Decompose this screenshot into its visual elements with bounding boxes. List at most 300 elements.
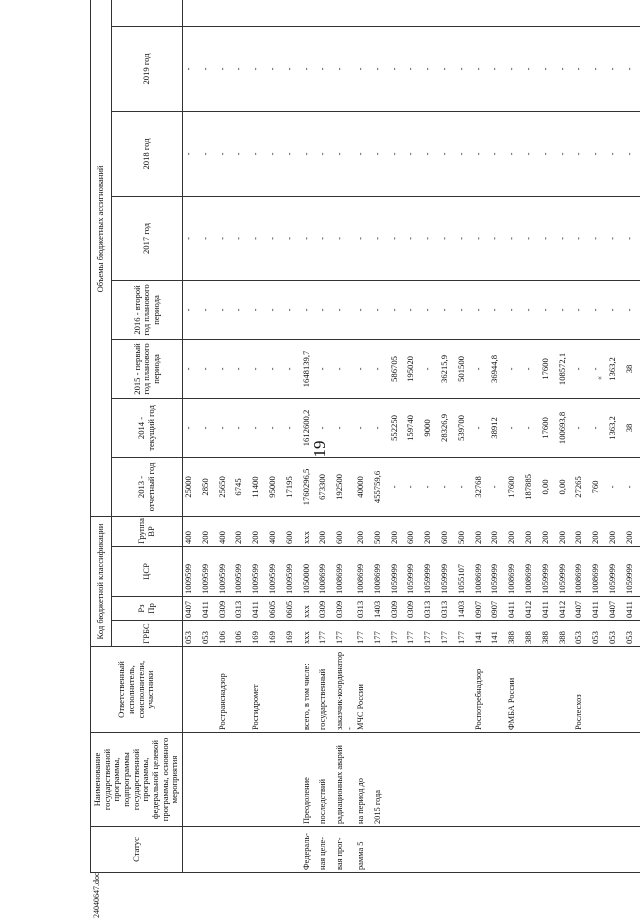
cell-executor: заказчик-координатор -	[334, 647, 355, 733]
cell-amount	[523, 0, 540, 26]
cell-grbs: 169	[284, 621, 301, 647]
cell-grbs: 388	[540, 621, 557, 647]
cell-program-name	[523, 733, 540, 827]
cell-executor	[557, 647, 574, 733]
table-row	[405, 0, 422, 873]
cell-amount: -	[200, 196, 217, 280]
cell-status: ная целе-	[317, 827, 334, 873]
cell-vr: 400	[267, 516, 284, 546]
cell-program-name	[267, 733, 284, 827]
cell-rzpr: 0411	[200, 597, 217, 621]
cell-vr: 200	[607, 516, 624, 546]
cell-amount: -	[250, 196, 267, 280]
cell-status	[284, 827, 301, 873]
cell-csr: 1059999	[439, 547, 456, 597]
cell-rzpr: 0411	[624, 597, 640, 621]
cell-rzpr: 0309	[217, 597, 234, 621]
cell-amount: 1612600,2	[301, 398, 318, 457]
cell-csr: 1059999	[422, 547, 439, 597]
cell-amount: -	[439, 111, 456, 196]
cell-amount: 552250	[389, 398, 406, 457]
cell-executor: Ространснадзор	[217, 647, 234, 733]
cell-amount	[267, 0, 284, 26]
table-row	[217, 0, 234, 873]
cell-amount: -	[389, 280, 406, 339]
table-body	[183, 0, 640, 873]
cell-vr: 200	[506, 516, 523, 546]
cell-amount: -	[267, 280, 284, 339]
margin-mark: «	[595, 368, 605, 388]
table-row	[540, 0, 557, 873]
cell-program-name	[624, 733, 640, 827]
cell-program-name: 2015 года	[372, 733, 389, 827]
cell-amount: 32768	[473, 457, 490, 516]
cell-status	[573, 827, 590, 873]
cell-amount: -	[317, 280, 334, 339]
cell-amount: 40000	[355, 457, 372, 516]
cell-amount: -	[590, 196, 607, 280]
cell-rzpr: 0313	[439, 597, 456, 621]
cell-amount: -	[573, 398, 590, 457]
cell-program-name: на период до	[355, 733, 372, 827]
table-row	[334, 0, 355, 873]
cell-amount: -	[355, 196, 372, 280]
cell-amount: -	[523, 280, 540, 339]
cell-amount: -	[250, 111, 267, 196]
cell-amount	[557, 0, 574, 26]
cell-amount: 539700	[456, 398, 473, 457]
cell-executor	[200, 647, 217, 733]
cell-amount: 17600	[540, 339, 557, 398]
cell-amount: -	[372, 111, 389, 196]
cell-amount: -	[250, 339, 267, 398]
cell-grbs: 053	[183, 621, 200, 647]
cell-grbs: 388	[557, 621, 574, 647]
cell-amount	[284, 0, 301, 26]
cell-amount	[334, 0, 355, 26]
cell-rzpr: 0412	[557, 597, 574, 621]
cell-vr: xxx	[301, 516, 318, 546]
cell-vr: 200	[573, 516, 590, 546]
cell-csr: 1009599	[233, 547, 250, 597]
header-year-2019: 2019 год	[112, 26, 183, 111]
cell-amount: -	[456, 111, 473, 196]
cell-vr: 200	[200, 516, 217, 546]
cell-csr: 1055107	[456, 547, 473, 597]
table-row	[250, 0, 267, 873]
cell-amount: -	[267, 339, 284, 398]
cell-amount: -	[372, 26, 389, 111]
cell-status	[624, 827, 640, 873]
header-volumes-group: Объемы бюджетных ассигнований	[91, 0, 112, 516]
cell-program-name	[607, 733, 624, 827]
cell-vr: 200	[489, 516, 506, 546]
cell-amount: -	[624, 111, 640, 196]
cell-amount: -	[217, 26, 234, 111]
cell-amount: 0,00	[540, 457, 557, 516]
cell-status	[557, 827, 574, 873]
cell-status: рамма 5	[355, 827, 372, 873]
cell-amount: -	[200, 26, 217, 111]
header-year-2015: 2015 - первый год планового периода	[112, 339, 183, 398]
cell-executor	[183, 647, 200, 733]
cell-amount: 17600	[506, 457, 523, 516]
cell-program-name	[489, 733, 506, 827]
cell-executor: Рослесхоз	[573, 647, 590, 733]
cell-amount: -	[439, 457, 456, 516]
cell-amount: -	[217, 398, 234, 457]
cell-amount: -	[317, 398, 334, 457]
cell-amount: -	[439, 26, 456, 111]
cell-amount: -	[624, 26, 640, 111]
cell-status	[422, 827, 439, 873]
cell-amount: -	[233, 280, 250, 339]
cell-amount: -	[473, 111, 490, 196]
cell-amount: 760	[590, 457, 607, 516]
cell-executor	[233, 647, 250, 733]
cell-amount: -	[301, 111, 318, 196]
cell-executor: всего, в том числе:	[301, 647, 318, 733]
cell-amount: -	[607, 26, 624, 111]
cell-amount: -	[372, 280, 389, 339]
cell-rzpr: 0411	[506, 597, 523, 621]
header-year-2016: 2016 - второй год планового периода	[112, 280, 183, 339]
cell-amount: -	[233, 398, 250, 457]
cell-amount	[250, 0, 267, 26]
cell-amount: -	[355, 26, 372, 111]
cell-amount: 6745	[233, 457, 250, 516]
cell-grbs: 053	[200, 621, 217, 647]
cell-executor: Роспотребнадзор	[473, 647, 490, 733]
cell-amount: -	[217, 196, 234, 280]
cell-executor: государственный	[317, 647, 334, 733]
cell-amount	[540, 0, 557, 26]
table-row	[489, 0, 506, 873]
cell-amount: -	[233, 196, 250, 280]
cell-amount: -	[422, 457, 439, 516]
cell-amount: -	[540, 280, 557, 339]
cell-vr: 600	[405, 516, 422, 546]
cell-amount: -	[355, 398, 372, 457]
cell-executor	[422, 647, 439, 733]
cell-amount: -	[334, 398, 355, 457]
cell-amount: -	[456, 196, 473, 280]
cell-status	[439, 827, 456, 873]
cell-amount: 25000	[183, 457, 200, 516]
table-row	[506, 0, 523, 873]
cell-amount: -	[489, 111, 506, 196]
cell-csr: 1008699	[355, 547, 372, 597]
cell-amount: -	[317, 26, 334, 111]
cell-status	[590, 827, 607, 873]
cell-status	[183, 827, 200, 873]
cell-amount: -	[573, 26, 590, 111]
cell-program-name	[422, 733, 439, 827]
cell-program-name	[473, 733, 490, 827]
table-row	[389, 0, 406, 873]
cell-vr: 400	[183, 516, 200, 546]
cell-executor	[389, 647, 406, 733]
cell-amount	[456, 0, 473, 26]
cell-status	[250, 827, 267, 873]
cell-amount: -	[284, 339, 301, 398]
cell-csr: 1009599	[200, 547, 217, 597]
cell-amount: -	[200, 339, 217, 398]
cell-rzpr: 0309	[389, 597, 406, 621]
cell-grbs: xxx	[301, 621, 318, 647]
cell-grbs: 177	[439, 621, 456, 647]
cell-grbs: 053	[590, 621, 607, 647]
header-year-2017: 2017 год	[112, 196, 183, 280]
cell-vr: 200	[355, 516, 372, 546]
table-row	[317, 0, 334, 873]
table-row	[200, 0, 217, 873]
cell-amount: -	[607, 196, 624, 280]
cell-amount: -	[506, 280, 523, 339]
cell-amount: -	[422, 111, 439, 196]
cell-status	[489, 827, 506, 873]
cell-amount: -	[284, 398, 301, 457]
cell-amount: -	[284, 26, 301, 111]
cell-amount	[317, 0, 334, 26]
cell-grbs: 177	[334, 621, 355, 647]
cell-program-name	[590, 733, 607, 827]
cell-status	[456, 827, 473, 873]
cell-csr: 1009599	[183, 547, 200, 597]
cell-amount: -	[200, 398, 217, 457]
cell-amount: -	[540, 196, 557, 280]
cell-rzpr: 0407	[573, 597, 590, 621]
cell-program-name	[233, 733, 250, 827]
cell-program-name	[200, 733, 217, 827]
cell-amount: -	[233, 26, 250, 111]
cell-executor	[284, 647, 301, 733]
cell-rzpr: 1403	[372, 597, 389, 621]
cell-program-name	[389, 733, 406, 827]
cell-status	[607, 827, 624, 873]
cell-vr: 200	[523, 516, 540, 546]
cell-executor: Росгидромет	[250, 647, 267, 733]
cell-executor	[456, 647, 473, 733]
cell-amount: -	[405, 457, 422, 516]
cell-amount: 1648139,7	[301, 339, 318, 398]
page-number: 19	[305, 429, 335, 469]
cell-amount: -	[389, 111, 406, 196]
cell-amount: 1363,2	[607, 339, 624, 398]
cell-vr: 200	[557, 516, 574, 546]
cell-amount: -	[334, 339, 355, 398]
cell-rzpr: 0309	[405, 597, 422, 621]
cell-amount: -	[557, 26, 574, 111]
cell-rzpr: 1403	[456, 597, 473, 621]
cell-vr: 200	[624, 516, 640, 546]
header-vr: Группа ВР	[112, 516, 183, 546]
cell-amount: 108572,1	[557, 339, 574, 398]
cell-amount: -	[489, 457, 506, 516]
cell-amount: -	[284, 111, 301, 196]
cell-amount: 187885	[523, 457, 540, 516]
cell-amount: -	[233, 111, 250, 196]
cell-amount: -	[334, 111, 355, 196]
cell-amount: -	[506, 111, 523, 196]
cell-amount: -	[473, 339, 490, 398]
cell-csr: 1009599	[250, 547, 267, 597]
cell-amount	[200, 0, 217, 26]
cell-amount: -	[590, 26, 607, 111]
cell-amount: -	[267, 26, 284, 111]
cell-amount: -	[624, 280, 640, 339]
cell-program-name	[506, 733, 523, 827]
cell-amount: -	[607, 457, 624, 516]
cell-csr: 1050000	[301, 547, 318, 597]
cell-rzpr: 0309	[317, 597, 334, 621]
cell-program-name	[217, 733, 234, 827]
cell-amount: -	[389, 196, 406, 280]
cell-amount: -	[573, 339, 590, 398]
cell-csr: 1059999	[557, 547, 574, 597]
cell-amount: 586705	[389, 339, 406, 398]
cell-rzpr: 0411	[590, 597, 607, 621]
cell-executor	[607, 647, 624, 733]
cell-rzpr: 0313	[355, 597, 372, 621]
cell-vr: 200	[250, 516, 267, 546]
cell-amount: 28326,9	[439, 398, 456, 457]
cell-amount: 192500	[334, 457, 355, 516]
cell-amount: -	[557, 111, 574, 196]
cell-status: вая прог-	[334, 827, 355, 873]
cell-csr: 1059999	[389, 547, 406, 597]
cell-amount: -	[267, 111, 284, 196]
table-row	[439, 0, 456, 873]
cell-grbs: 141	[473, 621, 490, 647]
cell-amount: -	[573, 280, 590, 339]
cell-amount	[422, 0, 439, 26]
cell-amount	[355, 0, 372, 26]
table-row	[473, 0, 490, 873]
cell-status	[540, 827, 557, 873]
cell-executor	[624, 647, 640, 733]
cell-amount: -	[183, 26, 200, 111]
cell-amount: 159740	[405, 398, 422, 457]
cell-executor	[405, 647, 422, 733]
cell-amount: -	[473, 398, 490, 457]
header-status: Статус	[91, 827, 183, 873]
cell-amount: 38	[624, 398, 640, 457]
cell-amount	[217, 0, 234, 26]
header-year-2018: 2018 год	[112, 111, 183, 196]
table-row	[183, 0, 200, 873]
cell-amount: -	[355, 280, 372, 339]
cell-amount: -	[183, 111, 200, 196]
cell-grbs: 177	[422, 621, 439, 647]
cell-amount: -	[317, 111, 334, 196]
cell-amount: 2850	[200, 457, 217, 516]
cell-amount: -	[456, 457, 473, 516]
cell-amount	[439, 0, 456, 26]
cell-amount: -	[422, 196, 439, 280]
cell-amount: -	[506, 196, 523, 280]
cell-amount: -	[557, 196, 574, 280]
cell-amount: -	[284, 196, 301, 280]
cell-status	[233, 827, 250, 873]
header-year-2013: 2013 - отчетный год	[112, 457, 183, 516]
cell-executor	[540, 647, 557, 733]
cell-amount: -	[506, 339, 523, 398]
cell-amount: -	[506, 398, 523, 457]
table-row	[355, 0, 372, 873]
cell-program-name	[439, 733, 456, 827]
cell-amount: -	[439, 280, 456, 339]
cell-vr: 200	[590, 516, 607, 546]
cell-amount: 100693,8	[557, 398, 574, 457]
cell-amount: -	[389, 457, 406, 516]
cell-amount: -	[489, 26, 506, 111]
cell-csr: 1008699	[590, 547, 607, 597]
cell-amount: -	[250, 398, 267, 457]
cell-amount: -	[624, 457, 640, 516]
cell-csr: 1008699	[573, 547, 590, 597]
cell-amount: -	[233, 339, 250, 398]
cell-amount: -	[405, 280, 422, 339]
cell-amount: -	[523, 196, 540, 280]
table-row	[557, 0, 574, 873]
cell-grbs: 177	[317, 621, 334, 647]
cell-status	[506, 827, 523, 873]
table-row	[590, 0, 607, 873]
cell-amount: -	[301, 26, 318, 111]
cell-amount: -	[372, 339, 389, 398]
cell-rzpr: 0411	[250, 597, 267, 621]
cell-amount: -	[267, 398, 284, 457]
cell-amount: -	[405, 111, 422, 196]
cell-amount: -	[405, 196, 422, 280]
cell-grbs: 169	[267, 621, 284, 647]
cell-amount: -	[250, 280, 267, 339]
cell-amount: 11400	[250, 457, 267, 516]
cell-program-name: радиационных аварий	[334, 733, 355, 827]
cell-grbs: 177	[372, 621, 389, 647]
cell-csr: 1059999	[607, 547, 624, 597]
cell-vr: 200	[422, 516, 439, 546]
cell-program-name	[540, 733, 557, 827]
cell-csr: 1008699	[473, 547, 490, 597]
cell-status: Федераль-	[301, 827, 318, 873]
cell-amount: 38	[624, 339, 640, 398]
cell-amount: -	[405, 26, 422, 111]
table-row	[301, 0, 318, 873]
cell-amount: -	[183, 339, 200, 398]
cell-amount: -	[540, 111, 557, 196]
cell-csr: 1059999	[540, 547, 557, 597]
cell-status	[473, 827, 490, 873]
cell-status	[523, 827, 540, 873]
header-budget-code-group: Код бюджетной классификации	[91, 516, 112, 646]
cell-grbs: 141	[489, 621, 506, 647]
budget-table	[90, 0, 640, 873]
cell-amount: -	[573, 196, 590, 280]
cell-amount: -	[557, 280, 574, 339]
cell-executor: МЧС России	[355, 647, 372, 733]
cell-csr: 1008699	[334, 547, 355, 597]
cell-amount: -	[217, 339, 234, 398]
table-row	[624, 0, 640, 873]
table-row	[267, 0, 284, 873]
cell-grbs: 177	[389, 621, 406, 647]
cell-amount: -	[267, 196, 284, 280]
cell-vr: 600	[284, 516, 301, 546]
cell-amount: 1760296,5	[301, 457, 318, 516]
cell-amount: -	[389, 26, 406, 111]
